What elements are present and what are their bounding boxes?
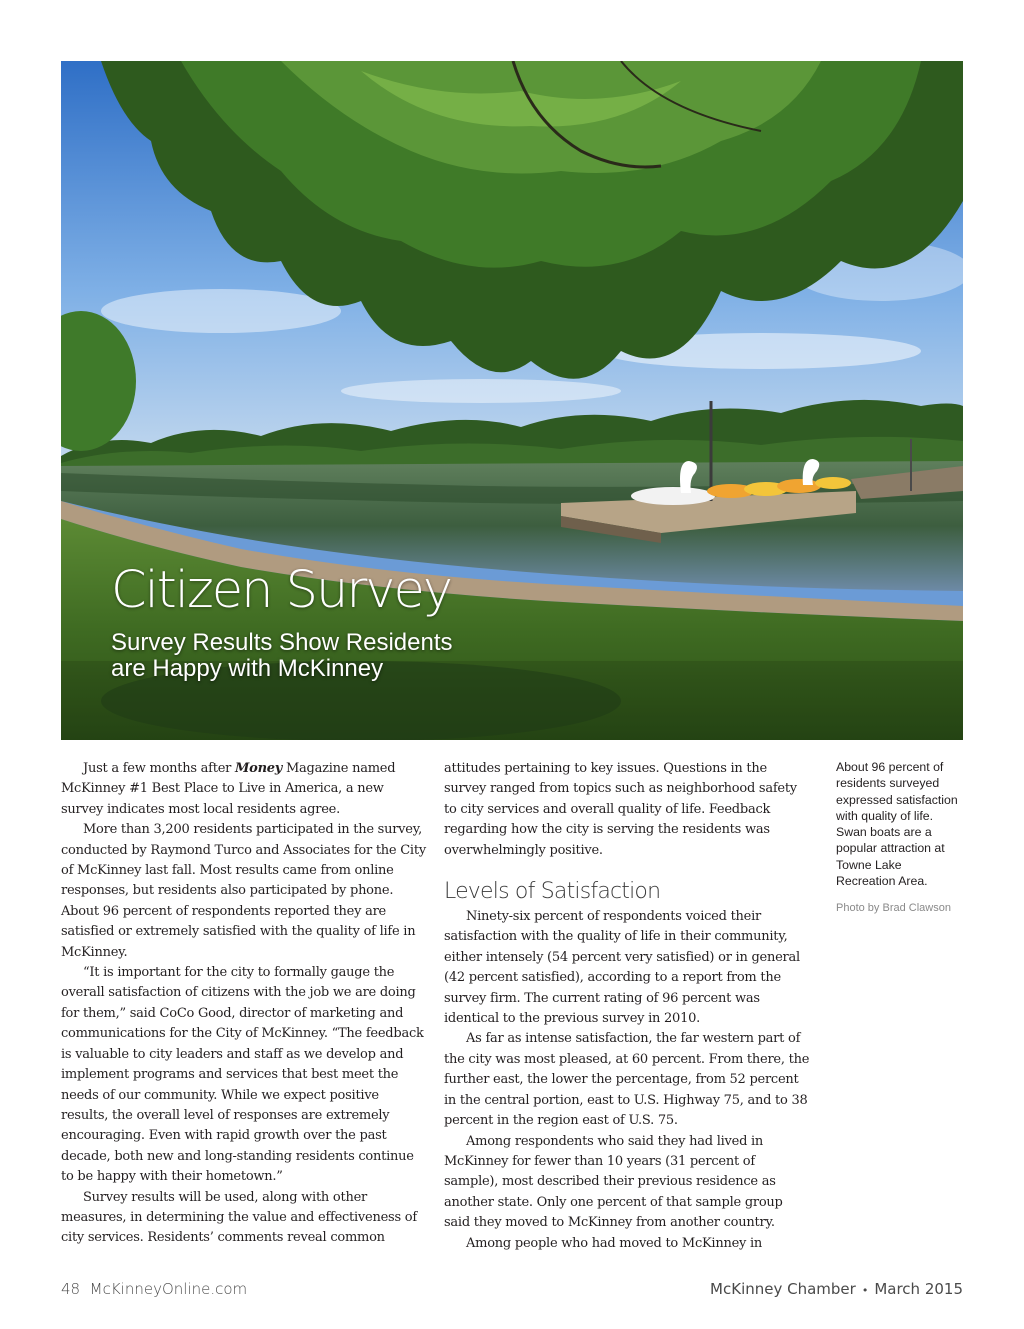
paragraph bbox=[61, 759, 426, 820]
publication-name: McKinney Chamber bbox=[710, 1280, 856, 1298]
footer-left bbox=[61, 1280, 247, 1298]
paragraph: More than 3,200 residents participated in the survey, conducted by Raymond Turco and Associates for the City of McKinney last fall. Most results came from online responses, but residents also participated by phone. About 96 percent of respondents reported they are satisfied or extremely satisfied with the quality of life in McKinney. bbox=[61, 822, 426, 960]
subtitle-line-2: are Happy with McKinney bbox=[111, 655, 384, 682]
hero-photo bbox=[61, 61, 963, 740]
magazine-name: Money bbox=[235, 761, 283, 776]
paragraph-rest: Magazine named McKinney #1 Best Place to Live in America, a new survey indicates most local residents agree. bbox=[61, 761, 396, 817]
article-column-1 bbox=[61, 759, 426, 1249]
photo-credit: Photo by Brad Clawson bbox=[836, 902, 951, 914]
article-title: Citizen Survey bbox=[111, 561, 452, 620]
section-heading: Levels of Satisfaction bbox=[444, 879, 661, 905]
photo-caption: About 96 percent of residents surveyed expressed satisfaction with quality of life. Swan boats are a popular attraction at Towne Lake Recreation Area. bbox=[836, 760, 958, 889]
paragraph: As far as intense satisfaction, the far western part of the city was most pleased, at 60 percent. From there, the further east, the lower the percentage, from 52 percent in the central portion, east to U.S. Highway 75, and to 38 percent in the region east of U.S. 75. bbox=[444, 1031, 810, 1129]
website-link[interactable]: McKinneyOnline.com bbox=[89, 1280, 248, 1298]
paragraph: Ninety-six percent of respondents voiced their satisfaction with the quality of life in their community, either intensely (54 percent very satisfied) or in general (42 percent satisfied), according to a report from the survey firm. The current rating of 96 percent was identical to the previous survey in 2010. bbox=[444, 909, 800, 1027]
paragraph-quote: “It is important for the city to formally gauge the overall satisfaction of citizens with the job we are doing for them,” said CoCo Good, director of marketing and communications for the City of McKinney. “The feedback is valuable to city leaders and staff as we develop and implement programs and services that best meet the needs of our community. While we expect positive results, the overall level of responses are extremely encouraging. Even with rapid growth over the past decade, both new and long-standing residents continue to be happy with their hometown.” bbox=[61, 965, 424, 1185]
subtitle-line-1: Survey Results Show Residents bbox=[111, 629, 453, 656]
article-subtitle bbox=[111, 630, 531, 682]
article-column-2 bbox=[444, 759, 811, 1254]
paragraph: Among people who had moved to McKinney in bbox=[466, 1235, 763, 1251]
separator-dot: • bbox=[861, 1284, 869, 1297]
paragraph-lead: Just a few months after bbox=[83, 761, 236, 776]
issue-date: March 2015 bbox=[874, 1280, 963, 1298]
paragraph: attitudes pertaining to key issues. Questions in the survey ranged from topics such as neighborhood safety to city services and overall quality of life. Feedback regarding how the city is serving the residents was overwhelmingly positive. bbox=[444, 761, 797, 858]
paragraph: Among respondents who said they had lived in McKinney for fewer than 10 years (31 percent of sample), most described their previous residence as another state. Only one percent of that sample group said they moved to McKinney from another country. bbox=[444, 1133, 783, 1231]
paragraph: Survey results will be used, along with other measures, in determining the value and effectiveness of city services. Residents’ comments reveal common bbox=[61, 1189, 417, 1246]
page-number: 48 bbox=[61, 1280, 81, 1298]
footer-right bbox=[710, 1280, 963, 1298]
